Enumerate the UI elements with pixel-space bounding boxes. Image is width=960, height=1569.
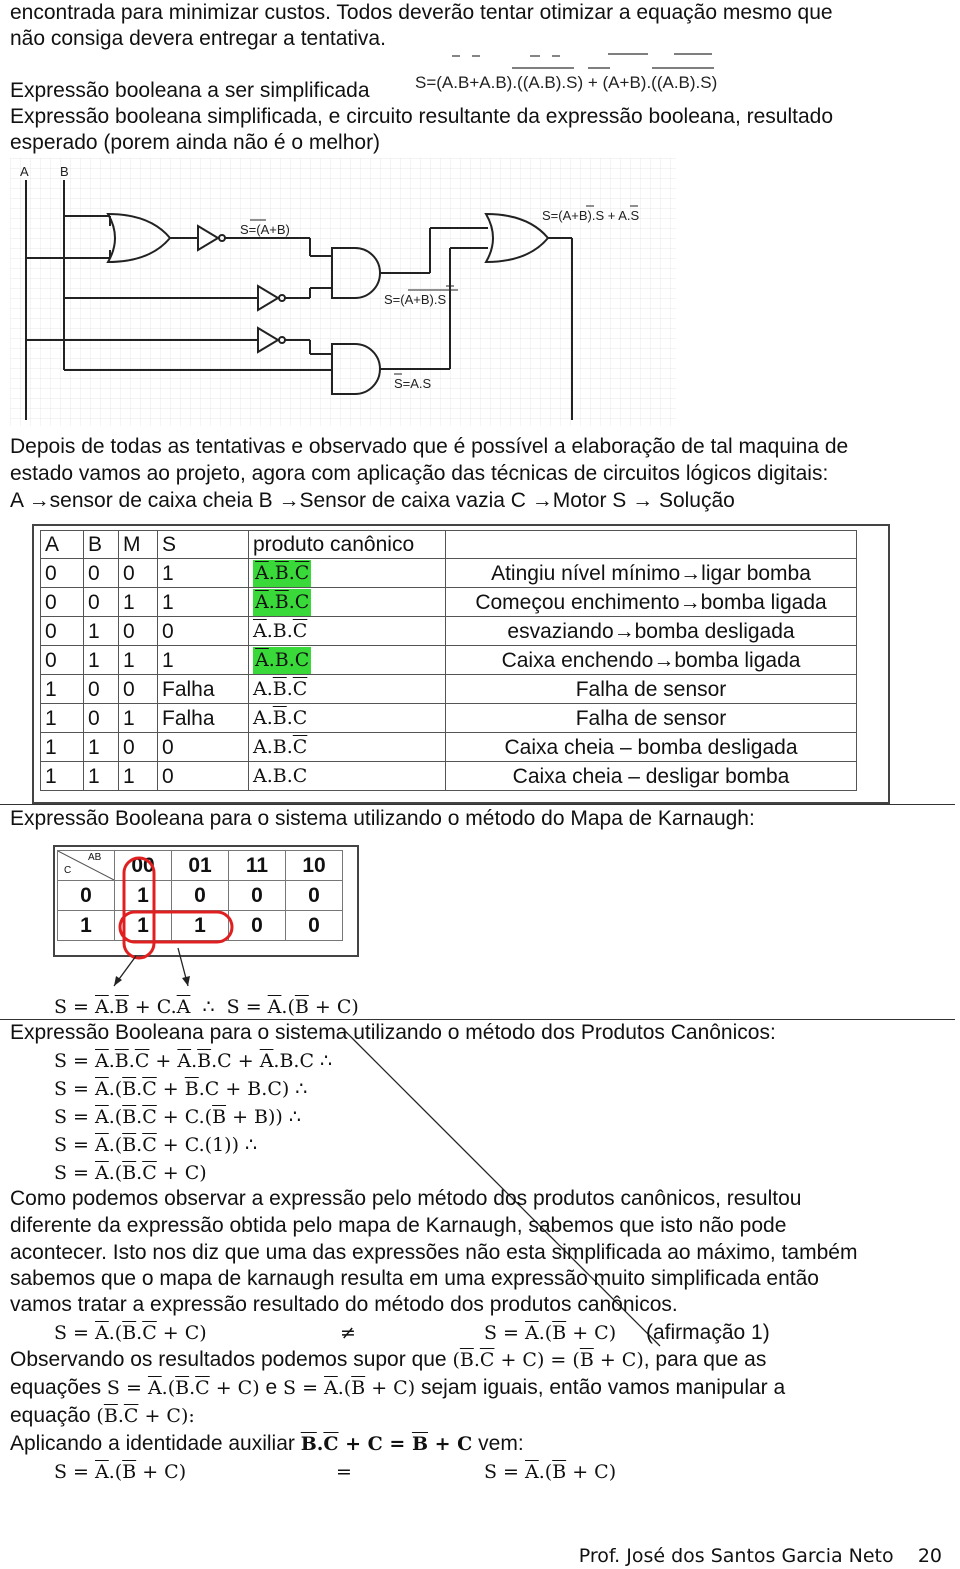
or1-label: S=(A+B) (240, 222, 290, 237)
intro-line-2: não consiga devera entregar a tentativa. (10, 27, 386, 50)
km-col-header: 00 (115, 851, 172, 881)
final-left: $S = \overline{A}.(\overline{B} + C)$ (54, 1461, 187, 1483)
table-row (41, 675, 857, 704)
expr-image (412, 48, 724, 100)
corner-c: C (64, 865, 72, 876)
input-a-label: A (20, 164, 29, 179)
page-number: 20 (917, 1545, 942, 1567)
cmp-left: $S = \overline{A}.(\overline{B}.\overline{C} + C)$ (54, 1322, 207, 1344)
conclusion-line-2: diferente da expressão obtida pelo mapa de Karnaugh, sabemos que isto não pode (10, 1214, 787, 1237)
simplified-line-1: Expressão booleana simplificada, e circuito resultante da expressão booleana, resultado (10, 105, 833, 128)
cell-desc: Caixa enchendo→bomba ligada (446, 646, 857, 675)
table-row (41, 559, 857, 588)
cell-m: 0 (119, 617, 158, 646)
author: Prof. José dos Santos Garcia Neto (578, 1545, 894, 1567)
cell-m: 1 (119, 704, 158, 733)
km-cell: 0 (172, 881, 229, 911)
and2-label: S=A.S (394, 376, 432, 391)
obs-line-1: Observando os resultados podemos supor que $(\overline{B}.\overline{C} + C) = (\overline{B} + C)$, para que as (10, 1348, 767, 1371)
cell-a: 1 (41, 704, 84, 733)
cell-desc: Atingiu nível mínimo→ligar bomba (446, 559, 857, 588)
cell-m: 1 (119, 762, 158, 791)
cell-s: Falha (158, 704, 249, 733)
conclusion-line-3: acontecer. Isto nos diz que uma das expressões não esta simplificada ao máximo, também (10, 1241, 858, 1264)
canonical-step-5: $S = \overline{A}.(\overline{B}.\overline{C} + C)$ (54, 1162, 207, 1184)
conclusion-line-4: sabemos que o mapa de karnaugh resulta em uma expressão muito simplificada então (10, 1267, 819, 1290)
cell-b: 0 (84, 559, 119, 588)
conclusion-line-5: vamos tratar a expressão resultado do método dos produtos canônicos. (10, 1293, 678, 1316)
cell-desc: Caixa cheia – bomba desligada (446, 733, 857, 762)
cell-s: 0 (158, 733, 249, 762)
cell-b: 1 (84, 646, 119, 675)
cell-produto: $\overline{A}.\overline{B}.\overline{C}$ (249, 559, 446, 588)
header-s: S (158, 531, 249, 559)
km-cell: 0 (286, 881, 343, 911)
cell-b: 1 (84, 733, 119, 762)
canonical-title: Expressão Booleana para o sistema utilizando o método dos Produtos Canônicos: (10, 1021, 776, 1044)
canonical-step-1: $S = \overline{A}.\overline{B}.\overline{C} + \overline{A}.\overline{B}.C + \overline{A}.B.C$ ∴ (54, 1050, 333, 1072)
conclusion-line-1: Como podemos observar a expressão pelo método dos produtos canônicos, resultou (10, 1187, 802, 1210)
truth-table-header (41, 531, 857, 559)
cell-b: 0 (84, 588, 119, 617)
corner-ab: AB (88, 852, 102, 863)
cell-b: 0 (84, 675, 119, 704)
table-row (41, 588, 857, 617)
cell-s: 1 (158, 646, 249, 675)
km-cell: 0 (229, 881, 286, 911)
cell-desc: Falha de sensor (446, 704, 857, 733)
table-row (41, 733, 857, 762)
table-row (41, 646, 857, 675)
cell-m: 0 (119, 675, 158, 704)
km-col-header: 11 (229, 851, 286, 881)
cell-a: 0 (41, 646, 84, 675)
km-cell: 1 (115, 881, 172, 911)
cell-produto: $A.B.\overline{C}$ (249, 733, 446, 762)
cell-produto: $\overline{A}.\overline{B}.C$ (249, 588, 446, 617)
final-eq: = (336, 1461, 352, 1483)
header-desc (446, 531, 857, 559)
cell-desc: Caixa cheia – desligar bomba (446, 762, 857, 791)
km-col-header: 10 (286, 851, 343, 881)
km-cell: 0 (286, 911, 343, 941)
cell-s: 1 (158, 588, 249, 617)
cell-a: 0 (41, 617, 84, 646)
cell-a: 0 (41, 588, 84, 617)
header-a: A (41, 531, 84, 559)
cell-m: 1 (119, 588, 158, 617)
expr-image-text: S=(A.B+A.B).((A.B).S) + (A+B).((A.B).S) (415, 73, 718, 92)
aux-line: Aplicando a identidade auxiliar $\overline{B}.\overline{C} + C = \overline{B} + C$ vem: (10, 1432, 524, 1455)
cell-produto: $A.\overline{B}.C$ (249, 704, 446, 733)
canonical-step-3: $S = \overline{A}.(\overline{B}.\overline{C} + C.(\overline{B} + B))$ ∴ (54, 1106, 301, 1128)
km-cell: 1 (115, 911, 172, 941)
table-row (41, 617, 857, 646)
cell-desc: esvaziando→bomba desligada (446, 617, 857, 646)
divider (0, 804, 955, 805)
input-b-label: B (60, 164, 69, 179)
cell-b: 1 (84, 617, 119, 646)
karnaugh-title: Expressão Booleana para o sistema utilizando o método do Mapa de Karnaugh: (10, 807, 755, 830)
km-row-header: 0 (58, 881, 115, 911)
cell-produto: A.B.C (249, 762, 446, 791)
karnaugh-groupings (100, 848, 250, 994)
cell-s: Falha (158, 675, 249, 704)
and1-label: S=(A+B).S (384, 292, 447, 307)
sensor-legend: A →sensor de caixa cheia B →Sensor de caixa vazia C →Motor S → Solução (10, 489, 735, 512)
final-right: $S = \overline{A}.(\overline{B} + C)$ (484, 1461, 617, 1483)
cell-desc: Falha de sensor (446, 675, 857, 704)
cell-m: 0 (119, 733, 158, 762)
cell-produto: $\overline{A}.B.C$ (249, 646, 446, 675)
cmp-neq: ≠ (340, 1322, 356, 1344)
logic-circuit (10, 158, 676, 426)
table-row (41, 704, 857, 733)
cell-produto: $\overline{A}.B.\overline{C}$ (249, 617, 446, 646)
obs-line-2: equações $S = \overline{A}.(\overline{B}.\overline{C} + C)$ e $S = \overline{A}.(\overline{B} + C)$ sejam iguais, então vamos manipular a (10, 1376, 786, 1399)
cell-s: 0 (158, 617, 249, 646)
cell-a: 0 (41, 559, 84, 588)
km-cell: 0 (229, 911, 286, 941)
cell-s: 0 (158, 762, 249, 791)
simplified-line-2: esperado (porem ainda não é o melhor) (10, 131, 381, 154)
km-col-header: 01 (172, 851, 229, 881)
canonical-step-4: $S = \overline{A}.(\overline{B}.\overline{C} + C.(1))$ ∴ (54, 1134, 258, 1156)
intro-line-1: encontrada para minimizar custos. Todos deverão tentar otimizar a equação mesmo que (10, 1, 833, 24)
cell-m: 1 (119, 646, 158, 675)
header-produto: produto canônico (249, 531, 446, 559)
out-label: S=(A+B).S + A.S (542, 208, 640, 223)
header-b: B (84, 531, 119, 559)
cell-b: 0 (84, 704, 119, 733)
karnaugh-result: $S = \overline{A}.\overline{B} + C.\overline{A}$ ∴ $S = \overline{A}.(\overline{B} + C)$ (54, 996, 359, 1018)
cell-s: 1 (158, 559, 249, 588)
km-cell: 1 (172, 911, 229, 941)
after-line-1: Depois de todas as tentativas e observado que é possível a elaboração de tal maquina de (10, 435, 849, 458)
after-line-2: estado vamos ao projeto, agora com aplicação das técnicas de circuitos lógicos digitais: (10, 462, 829, 485)
table-row (41, 762, 857, 791)
cell-produto: $A.\overline{B}.\overline{C}$ (249, 675, 446, 704)
obs-line-3: equação $(\overline{B}.\overline{C} + C)$: (10, 1404, 195, 1427)
page-footer (579, 1545, 942, 1567)
cell-m: 0 (119, 559, 158, 588)
cell-b: 1 (84, 762, 119, 791)
truth-table (40, 530, 857, 791)
cell-desc: Começou enchimento→bomba ligada (446, 588, 857, 617)
cmp-note: (afirmação 1) (646, 1321, 770, 1344)
canonical-step-2: $S = \overline{A}.(\overline{B}.\overline{C} + \overline{B}.C + B.C)$ ∴ (54, 1078, 308, 1100)
km-row-header: 1 (58, 911, 115, 941)
cmp-right: $S = \overline{A}.(\overline{B} + C)$ (484, 1322, 617, 1344)
cell-a: 1 (41, 762, 84, 791)
expr-label: Expressão booleana a ser simplificada (10, 79, 370, 102)
cell-a: 1 (41, 733, 84, 762)
header-m: M (119, 531, 158, 559)
cell-a: 1 (41, 675, 84, 704)
